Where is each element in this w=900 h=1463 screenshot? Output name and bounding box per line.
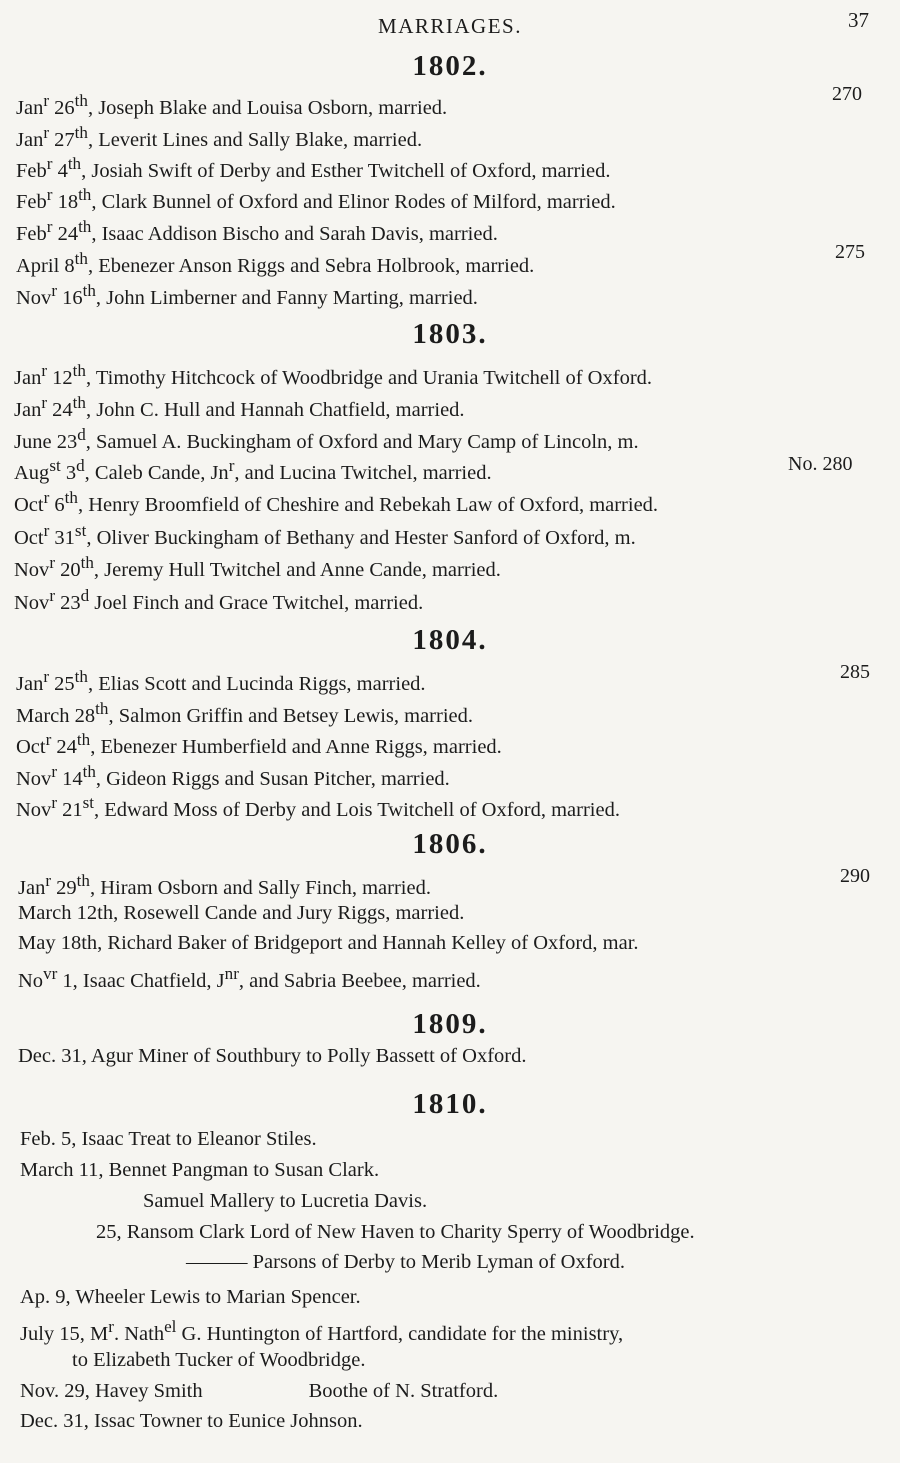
- marriage-entry: Jan$^r$ 27th, Leverit Lines and Sally Blake, married.: [16, 123, 423, 151]
- marriage-entry: Feb$^r$ 24th, Isaac Addison Bischo and Sarah Davis, married.: [16, 217, 498, 245]
- marriage-entry: Oct$^r$ 24th, Ebenezer Humberfield and Anne Riggs, married.: [16, 730, 502, 758]
- page-title: MARRIAGES.: [378, 14, 522, 38]
- marriage-entry: Nov$^r$ 14th, Gideon Riggs and Susan Pitcher, married.: [16, 762, 450, 790]
- marriage-entry: Dec. 31, Issac Towner to Eunice Johnson.: [20, 1410, 363, 1432]
- marriage-entry: Aug$^{st}$ 3$^d$, Caleb Cande, Jn$^r$, and Lucina Twitchel, married.: [14, 456, 492, 484]
- year-heading: 1803.: [412, 318, 488, 350]
- marriage-entry: to Elizabeth Tucker of Woodbridge.: [72, 1349, 366, 1371]
- marriage-entry: Feb$^r$ 18th, Clark Bunnel of Oxford and Elinor Rodes of Milford, married.: [16, 185, 616, 213]
- marriage-entry: July 15, $M^r$. Nath$^{el}$ G. Huntington of Hartford, candidate for the ministry,: [20, 1317, 624, 1345]
- marriage-entry: March 11, Bennet Pangman to Susan Clark.: [20, 1159, 380, 1181]
- marriage-entry: Nov$^r$ 20th, Jeremy Hull Twitchel and Anne Cande, married.: [14, 553, 501, 581]
- marginal-number-275: 275: [835, 241, 865, 263]
- marriage-entry: Jan$^r$ 25th, Elias Scott and Lucinda Riggs, married.: [16, 667, 426, 695]
- marriage-entry: Ap. 9, Wheeler Lewis to Marian Spencer.: [20, 1286, 361, 1308]
- marginal-number-270: 270: [832, 83, 862, 105]
- page-number: 37: [848, 8, 869, 32]
- marriage-entry: Jan$^r$ 29th, Hiram Osborn and Sally Finch, married.: [18, 871, 431, 899]
- year-heading: 1809.: [412, 1008, 488, 1040]
- marriage-entry: Jan$^r$ 24th, John C. Hull and Hannah Chatfield, married.: [14, 393, 465, 421]
- marginal-number-290: 290: [840, 865, 870, 887]
- marriage-entry: Jan$^r$ 26th, Joseph Blake and Louisa Osborn, married.: [16, 91, 448, 119]
- marriage-entry: ——— Parsons of Derby to Merib Lyman of Oxford.: [186, 1251, 625, 1273]
- marriage-entry: Nov. 29, Havey Smith Boothe of N. Stratford.: [20, 1380, 499, 1402]
- marriage-entry: Nov$^r$ 16th, John Limberner and Fanny Marting, married.: [16, 281, 478, 309]
- marginal-number-280: No. 280: [788, 453, 853, 475]
- marriage-entry: April 8th, Ebenezer Anson Riggs and Sebra Holbrook, married.: [16, 249, 535, 277]
- marriage-entry: Feb. 5, Isaac Treat to Eleanor Stiles.: [20, 1128, 317, 1150]
- marriage-entry: Nov$^r$ 23$^d$ Joel Finch and Grace Twitchel, married.: [14, 586, 424, 614]
- marriage-entry: Oct$^r$ 31st, Oliver Buckingham of Bethany and Hester Sanford of Oxford, m.: [14, 521, 636, 549]
- marriage-entry: May 18th, Richard Baker of Bridgeport and Hannah Kelley of Oxford, mar.: [18, 932, 639, 954]
- year-heading: 1810.: [412, 1088, 488, 1120]
- marriage-entry: March 12th, Rosewell Cande and Jury Riggs, married.: [18, 902, 465, 924]
- marriage-entry: Oct$^r$ 6th, Henry Broomfield of Cheshire and Rebekah Law of Oxford, married.: [14, 488, 659, 516]
- year-heading: 1802.: [412, 50, 488, 82]
- marginal-number-285: 285: [840, 661, 870, 683]
- marriage-entry: Dec. 31, Agur Miner of Southbury to Polly Bassett of Oxford.: [18, 1045, 527, 1067]
- marriage-entry: Feb$^r$ 4th, Josiah Swift of Derby and Esther Twitchell of Oxford, married.: [16, 154, 611, 182]
- marriage-entry: June 23$^d$, Samuel A. Buckingham of Oxford and Mary Camp of Lincoln, m.: [14, 425, 639, 453]
- year-heading: 1806.: [412, 828, 488, 860]
- marriage-entry: $No^{vr}$ 1, Isaac Chatfield, $J^{nr}$, and Sabria Beebee, married.: [18, 964, 481, 992]
- marriage-entry: Jan$^r$ 12th, Timothy Hitchcock of Woodbridge and Urania Twitchell of Oxford.: [14, 361, 653, 389]
- marriage-entry: Nov$^r$ 21st, Edward Moss of Derby and Lois Twitchell of Oxford, married.: [16, 793, 620, 821]
- marriage-entry: 25, Ransom Clark Lord of New Haven to Charity Sperry of Woodbridge.: [96, 1221, 695, 1243]
- marriage-entry: March 28th, Salmon Griffin and Betsey Lewis, married.: [16, 699, 473, 727]
- year-heading: 1804.: [412, 624, 488, 656]
- marriage-entry: Samuel Mallery to Lucretia Davis.: [143, 1190, 428, 1212]
